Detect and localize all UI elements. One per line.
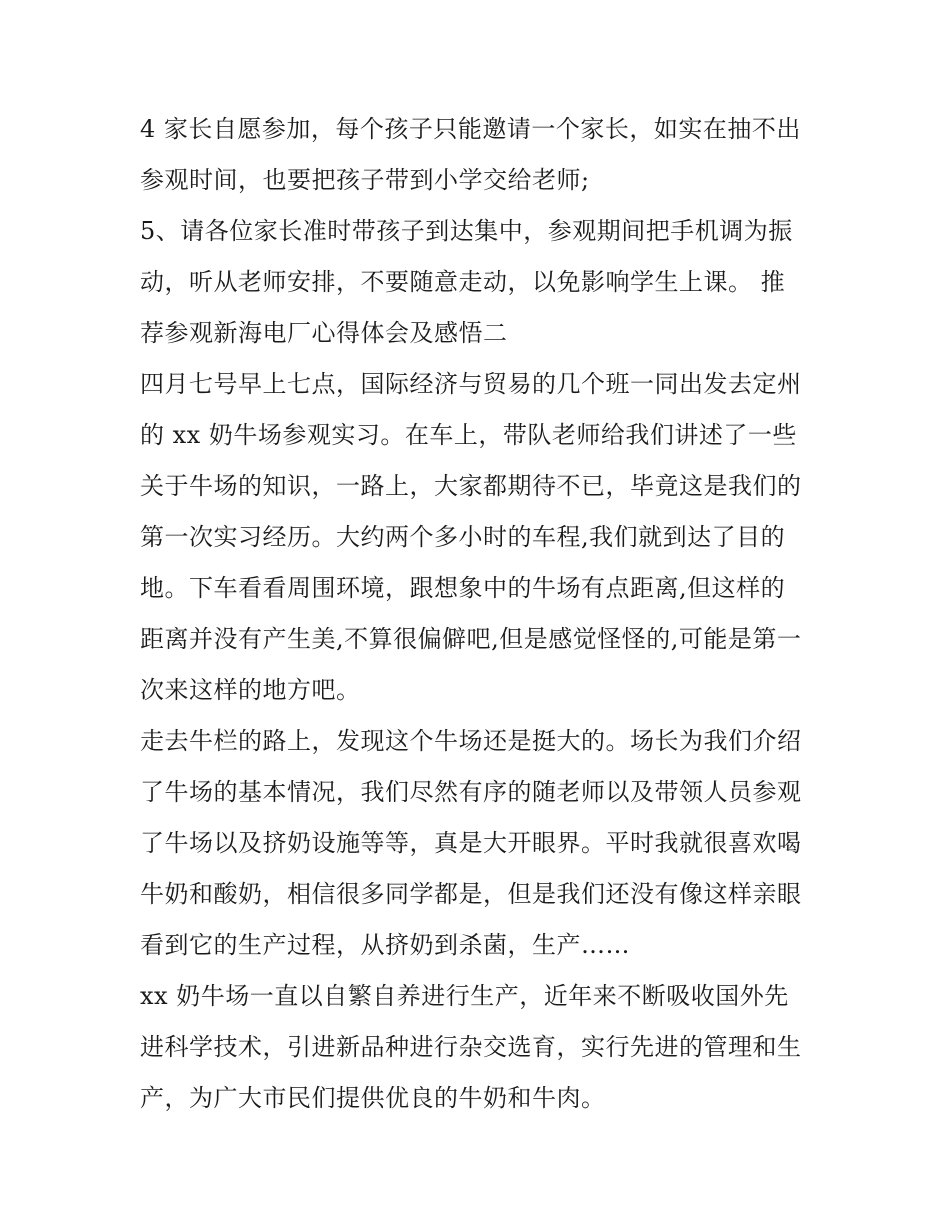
text-line: 距离并没有产生美,不算很偏僻吧,但是感觉怪怪的,可能是第一 [140,625,802,653]
text-line: 四月七号早上七点，国际经济与贸易的几个班一同出发去定州 [140,370,802,398]
text-line: 看到它的生产过程，从挤奶到杀菌，生产…… [140,931,630,959]
text-line: xx 奶牛场一直以自繁自养进行生产，近年来不断吸收国外先 [140,982,789,1010]
document-body [140,104,820,1124]
text-line: 关于牛场的知识，一路上，大家都期待不已，毕竟这是我们的 [140,472,802,500]
text-line: 次来这样的地方吧。 [140,676,361,704]
text-line: 第一次实习经历。大约两个多小时的车程,我们就到达了目的 [140,523,786,551]
text-line: 走去牛栏的路上，发现这个牛场还是挺大的。场长为我们介绍 [140,727,802,755]
text-line: 地。下车看看周围环境，跟想象中的牛场有点距离,但这样的 [140,574,786,602]
text-line: 4 家长自愿参加，每个孩子只能邀请一个家长，如实在抽不出 [140,115,801,143]
text-line: 了牛场的基本情况，我们尽然有序的随老师以及带领人员参观 [140,778,802,806]
text-line: 动，听从老师安排，不要随意走动，以免影响学生上课。 推 [140,268,786,296]
text-line: 牛奶和酸奶，相信很多同学都是，但是我们还没有像这样亲眼 [140,880,802,908]
text-line: 参观时间，也要把孩子带到小学交给老师; [140,166,590,194]
text-line: 产，为广大市民们提供优良的牛奶和牛肉。 [140,1084,606,1112]
text-line: 的 xx 奶牛场参观实习。在车上，带队老师给我们讲述了一些 [140,421,797,449]
text-line: 荐参观新海电厂心得体会及感悟二 [140,319,508,347]
text-line: 了牛场以及挤奶设施等等，真是大开眼界。平时我就很喜欢喝 [140,829,802,857]
text-line: 进科学技术，引进新品种进行杂交选育，实行先进的管理和生 [140,1033,802,1061]
text-line: 5、请各位家长准时带孩子到达集中，参观期间把手机调为振 [140,217,793,245]
